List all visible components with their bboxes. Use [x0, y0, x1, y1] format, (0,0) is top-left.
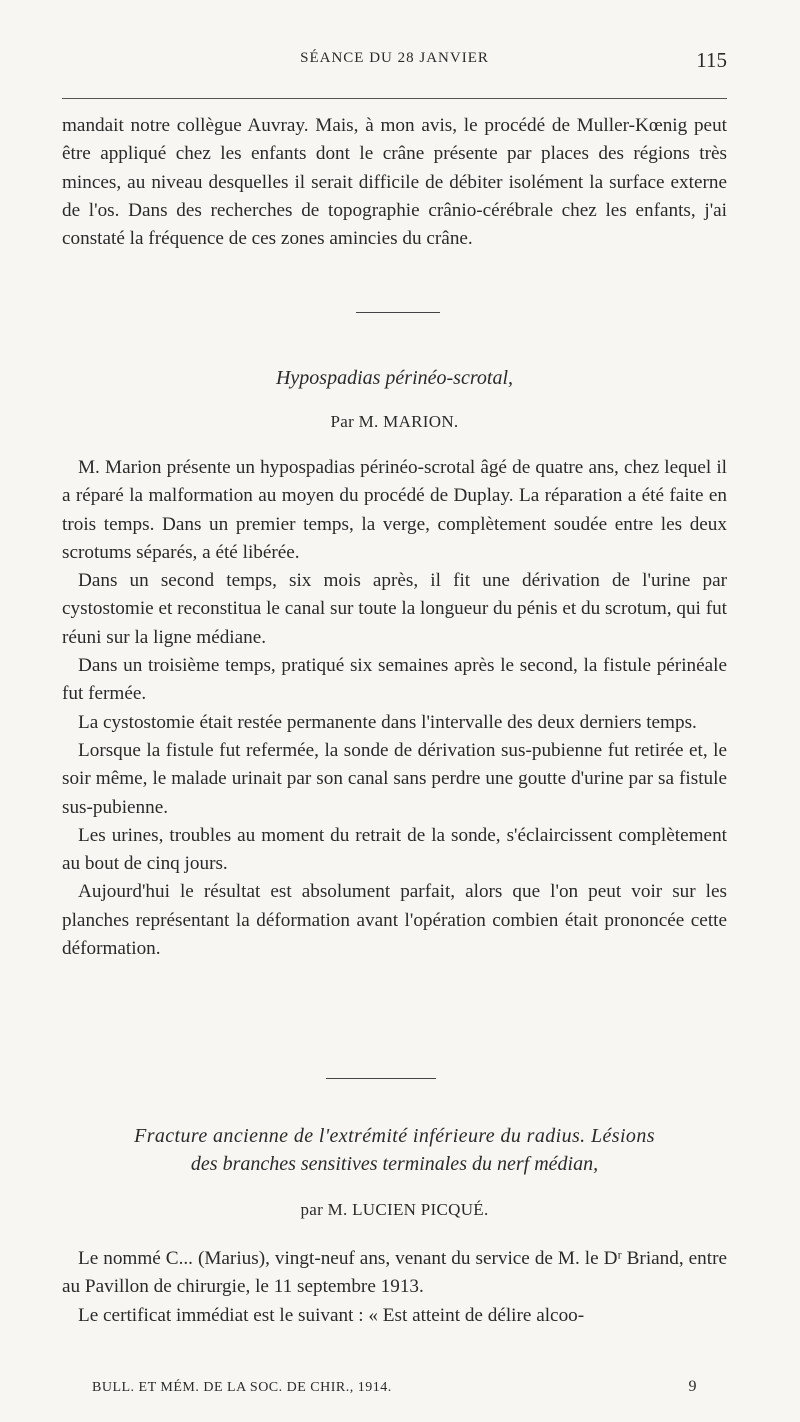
section-divider [326, 1078, 436, 1079]
body-paragraph: Le nommé C... (Marius), vingt-neuf ans, venant du service de M. le Dʳ Briand, entre au Pavillon de chirurgie, le 11 septembre 1913. [62, 1248, 727, 1298]
body-paragraph: Dans un troisième temps, pratiqué six semaines après le second, la fistule périnéale fut fermée. [62, 655, 727, 705]
body-paragraph: Lorsque la fistule fut refermée, la sonde de dérivation sus-pubienne fut retirée et, le soir même, le malade urinait par son canal sans perdre une goutte d'urine par sa fistule sus-pubienne. [62, 739, 727, 818]
section-byline: par M. LUCIEN PICQUÉ. [300, 1200, 489, 1219]
body-paragraph: Les urines, troubles au moment du retrait de la sonde, s'éclaircissent complètement au bout de cinq jours. [62, 824, 727, 875]
intro-text [62, 112, 727, 253]
section-title: Hypospadias périnéo-scrotal, [275, 367, 513, 389]
section-body [62, 1245, 727, 1330]
section-body [62, 454, 727, 963]
page-footer [92, 1380, 697, 1396]
header-title: SÉANCE DU 28 JANVIER [300, 50, 489, 66]
section-title-line1: Fracture ancienne de l'extrémité inférieure du radius. Lésions [134, 1125, 655, 1147]
body-paragraph: M. Marion présente un hypospadias périnéo-scrotal âgé de quatre ans, chez lequel il a réparé la malformation au moyen du procédé de Duplay. La réparation a été faite en trois temps. Dans un premier temps, la verge, complètement soudée entre les deux scrotums séparés, a été libérée. [62, 457, 727, 563]
journal-reference: BULL. ET MÉM. DE LA SOC. DE CHIR., 1914. [92, 1380, 392, 1395]
signature-mark: 9 [688, 1378, 697, 1395]
body-paragraph: Dans un second temps, six mois après, il fit une dérivation de l'urine par cystostomie et reconstitua le canal sur toute la longueur du pénis et du scrotum, qui fut réuni sur la ligne médiane. [62, 570, 728, 648]
section-title-line2: des branches sensitives terminales du nerf médian, [190, 1153, 599, 1175]
intro-paragraph: mandait notre collègue Auvray. Mais, à mon avis, le procédé de Muller-Kœnig peut être appliqué chez les enfants dont le crâne présente par places des régions très minces, au niveau desquelles il serait difficile de débiter isolément la surface externe de l'os. Dans des recherches de topographie crânio-cérébrale chez les enfants, j'ai constaté la fréquence de ces zones amincies du crâne. [62, 115, 727, 250]
page-number: 115 [696, 48, 727, 72]
section-divider [356, 312, 440, 313]
body-paragraph: La cystostomie était restée permanente dans l'intervalle des deux derniers temps. [78, 711, 697, 733]
section-byline: Par M. MARION. [330, 412, 459, 431]
body-paragraph: Aujourd'hui le résultat est absolument parfait, alors que l'on peut voir sur les planches représentant la déformation avant l'opération combien était prononcée cette déformation. [62, 881, 727, 960]
header-rule [62, 98, 727, 99]
body-paragraph: Le certificat immédiat est le suivant : « Est atteint de délire alcoo- [78, 1304, 585, 1326]
